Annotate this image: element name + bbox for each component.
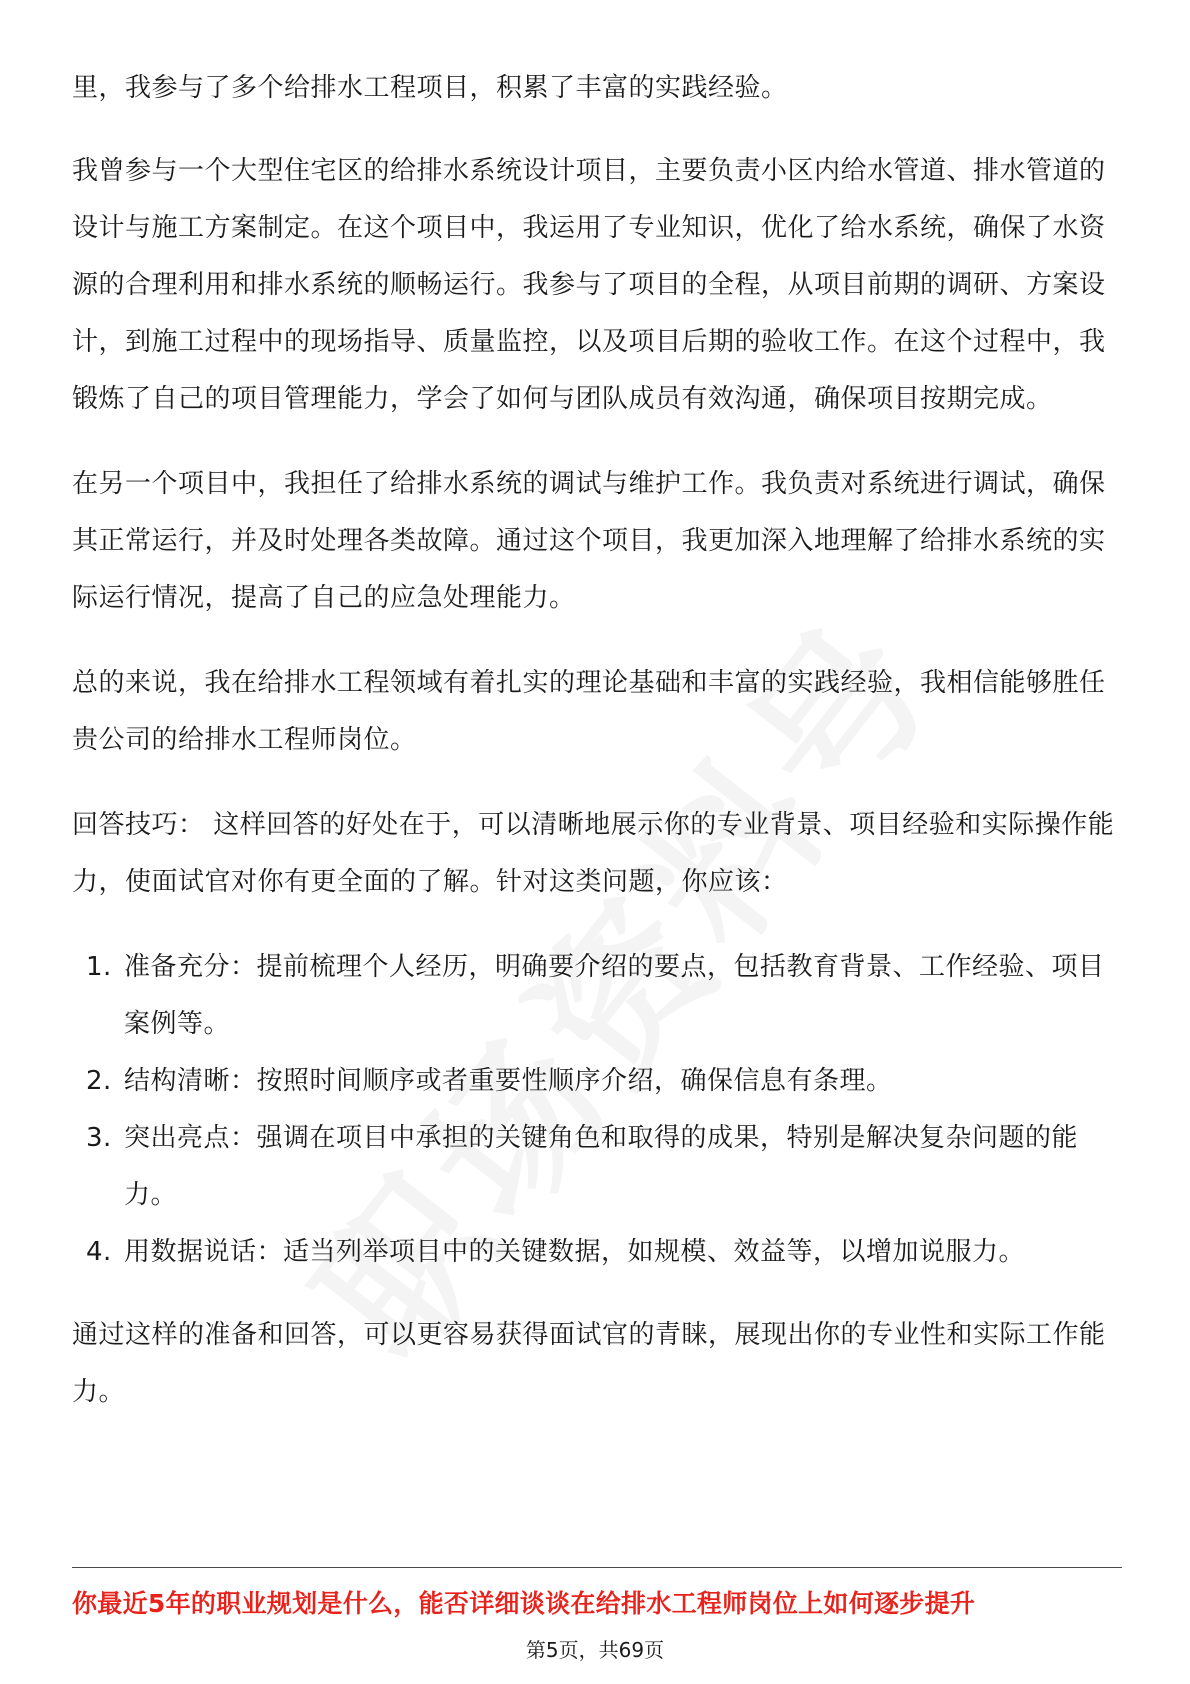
paragraph-conclusion: 通过这样的准备和回答，可以更容易获得面试官的青睐，展现出你的专业性和实际工作能力。: [72, 1320, 1106, 1407]
tips-list: [72, 939, 1122, 1281]
list-item: [72, 1110, 1122, 1224]
footer-divider: [72, 1567, 1122, 1568]
list-item-text: 结构清晰：按照时间顺序或者重要性顺序介绍，确保信息有条理。: [124, 1066, 893, 1096]
paragraph-maintenance-project: 在另一个项目中，我担任了给排水系统的调试与维护工作。我负责对系统进行调试，确保其正常运行，并及时处理各类故障。通过这个项目，我更加深入地理解了给排水系统的实际运行情况，提高了自己的应急处理能力。: [72, 469, 1106, 613]
list-item-number: 4.: [86, 1237, 112, 1267]
paragraph-answer-tips: 回答技巧： 这样回答的好处在于，可以清晰地展示你的专业背景、项目经验和实际操作能力，使面试官对你有更全面的了解。针对这类问题，你应该：: [72, 810, 1115, 897]
next-question-heading: 你最近5年的职业规划是什么，能否详细谈谈在给排水工程师岗位上如何逐步提升: [72, 1589, 976, 1618]
document-body: [72, 60, 1122, 1449]
list-item-number: 1.: [86, 952, 112, 982]
list-item-number: 2.: [86, 1066, 112, 1096]
paragraph-intro-continuation: 里，我参与了多个给排水工程项目，积累了丰富的实践经验。: [72, 73, 788, 103]
paragraph-design-project: 我曾参与一个大型住宅区的给排水系统设计项目，主要负责小区内给水管道、排水管道的设计与施工方案制定。在这个项目中，我运用了专业知识，优化了给水系统，确保了水资源的合理利用和排水系统的顺畅运行。我参与了项目的全程，从项目前期的调研、方案设计，到施工过程中的现场指导、质量监控，以及项目后期的验收工作。在这个过程中，我锻炼了自己的项目管理能力，学会了如何与团队成员有效沟通，确保项目按期完成。: [72, 156, 1106, 414]
paragraph-summary: 总的来说，我在给排水工程领域有着扎实的理论基础和丰富的实践经验，我相信能够胜任贵公司的给排水工程师岗位。: [72, 668, 1106, 755]
list-item-text: 准备充分：提前梳理个人经历，明确要介绍的要点，包括教育背景、工作经验、项目案例等。: [124, 952, 1105, 1039]
list-item: [72, 1053, 1122, 1110]
list-item-text: 突出亮点：强调在项目中承担的关键角色和取得的成果，特别是解决复杂问题的能力。: [124, 1123, 1079, 1210]
list-item: [72, 1224, 1122, 1281]
list-item-number: 3.: [86, 1123, 112, 1153]
list-item-text: 用数据说话：适当列举项目中的关键数据，如规模、效益等，以增加说服力。: [124, 1237, 1026, 1267]
page-number: 第5页，共69页: [525, 1638, 665, 1662]
list-item: [72, 939, 1122, 1053]
